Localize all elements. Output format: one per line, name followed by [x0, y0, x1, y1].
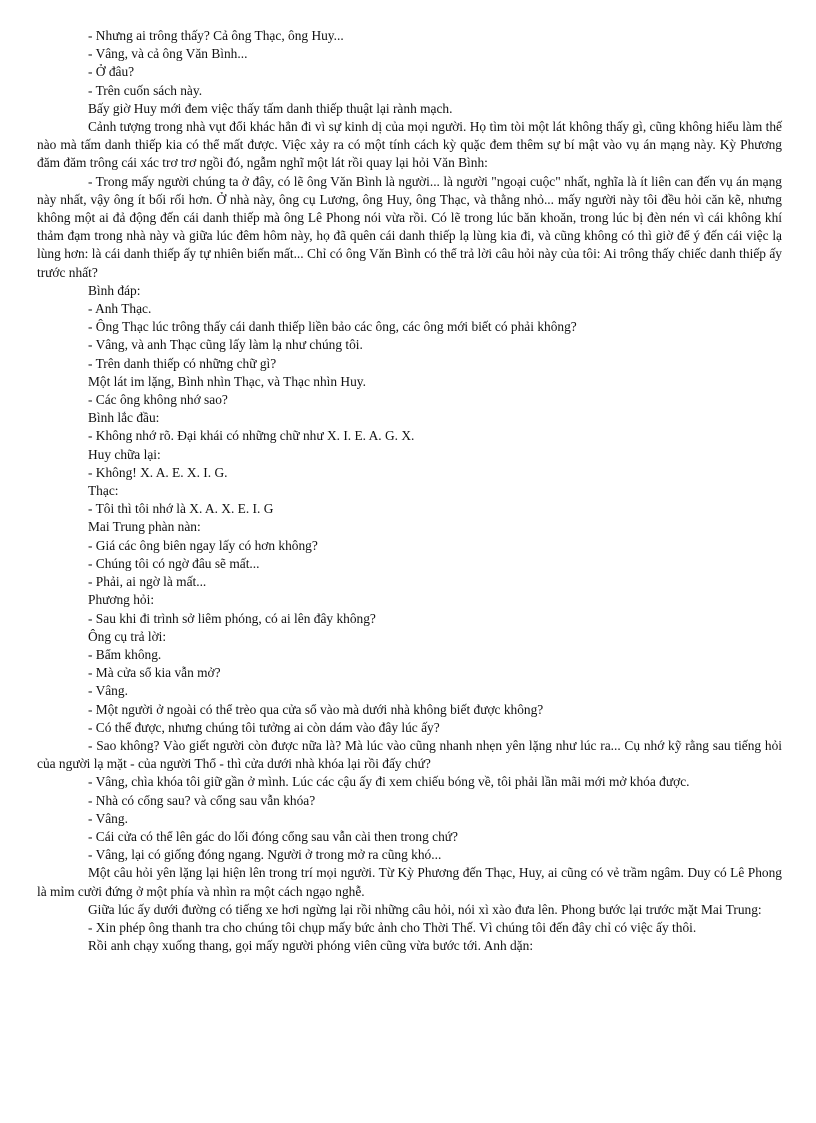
paragraph: - Các ông không nhớ sao?: [88, 392, 228, 408]
paragraph: Thạc:: [88, 483, 119, 499]
paragraph: - Vâng, lại có giống đóng ngang. Người ở trong mở ra cũng khó...: [88, 847, 442, 863]
paragraph: Phương hỏi:: [88, 592, 155, 608]
paragraph: - Có thể được, nhưng chúng tôi tưởng ai còn dám vào đây lúc ấy?: [88, 719, 440, 735]
paragraph: Mai Trung phàn nàn:: [88, 519, 201, 535]
paragraph: - Sao không? Vào giết người còn được nữa là? Mà lúc vào cũng nhanh nhẹn yên lặng như lúc ra... Cụ nhớ kỹ rằng sau tiếng hỏi của người lạ mặt - của người Thổ - thì cửa dưới nhà khóa lại rồi đấy chứ?: [37, 737, 782, 772]
paragraph: - Mà cửa sổ kia vẫn mở?: [88, 665, 221, 681]
paragraph: - Xin phép ông thanh tra cho chúng tôi chụp mấy bức ảnh cho Thời Thế. Vì chúng tôi đến đây chỉ có việc ấy thôi.: [88, 919, 697, 935]
paragraph: - Cái cửa có thể lên gác do lối đóng cổng sau vẫn cài then trong chứ?: [88, 828, 458, 844]
paragraph: - Giá các ông biên ngay lấy có hơn không?: [88, 537, 318, 553]
paragraph: Cảnh tượng trong nhà vụt đổi khác hẳn đi vì sự kinh dị của mọi người. Họ tìm tòi một lát không thấy gì, cũng không hiểu làm thế nào mà tấm danh thiếp kia có thể mất được. Việc xảy ra có một tính cách kỳ quặc đem thêm sự bí mật vào vụ án mạng này. Kỳ Phương đăm đăm trông cái xác trơ trơ ngồi đó, ngẫm nghĩ một lát rồi quay lại hỏi Văn Bình:: [37, 119, 782, 171]
paragraph: Bình lắc đầu:: [88, 410, 160, 426]
paragraph: - Ông Thạc lúc trông thấy cái danh thiếp liền bảo các ông, các ông mới biết có phải không?: [88, 319, 577, 335]
paragraph: - Nhưng ai trông thấy? Cả ông Thạc, ông Huy...: [88, 28, 344, 43]
paragraph: - Trên cuốn sách này.: [88, 82, 203, 98]
paragraph: - Trong mấy người chúng ta ở đây, có lẽ ông Văn Bình là người... là người "ngoại cuộc" nhất, nghĩa là ít liên can đến vụ án mạng này nhất, vậy ông ít bối rối hơn. Ở nhà này, ông cụ Lương, ông Huy, ông Thạc, và thằng nhỏ... mấy người này tôi đều hỏi căn kẽ, nhưng không một ai đả động đến cái danh thiếp mà ông Lê Phong nói vừa rồi. Có lẽ trong lúc băn khoăn, trong lúc bị đèn nén vì cái không khí thảm đạm trong nhà này và giữa lúc đêm hôm này, họ đã quên cái danh thiếp lạ lùng kia đi, và cũng không có thì giờ để ý đến cái việc lạ lùng hơn: là cái danh thiếp ấy tự nhiên biến mất... Chỉ có ông Văn Bình có thể trả lời câu hỏi này của tôi: Ai trông thấy chiếc danh thiếp ấy trước nhất?: [37, 173, 782, 280]
paragraph: - Sau khi đi trình sở liêm phóng, có ai lên đây không?: [88, 610, 376, 626]
paragraph: Bấy giờ Huy mới đem việc thấy tấm danh thiếp thuật lại rành mạch.: [88, 100, 453, 116]
paragraph: - Phải, ai ngờ là mất...: [88, 574, 207, 590]
paragraph: - Tôi thì tôi nhớ là X. A. X. E. I. G: [88, 501, 274, 517]
paragraph: - Nhà có cổng sau? và cổng sau vẫn khóa?: [88, 792, 316, 808]
paragraph: - Vâng, chìa khóa tôi giữ gần ở mình. Lúc các cậu ấy đi xem chiếu bóng về, tôi phải lần mãi mới mở khóa được.: [88, 774, 690, 790]
paragraph: Bình đáp:: [88, 282, 141, 298]
paragraph: Một lát im lặng, Bình nhìn Thạc, và Thạc nhìn Huy.: [88, 373, 366, 389]
paragraph: - Bẩm không.: [88, 646, 162, 662]
paragraph: - Anh Thạc.: [88, 301, 152, 317]
paragraph: - Trên danh thiếp có những chữ gì?: [88, 355, 277, 371]
paragraph: - Vâng, và cả ông Văn Bình...: [88, 46, 248, 62]
paragraph: Một câu hỏi yên lặng lại hiện lên trong trí mọi người. Từ Kỳ Phương đến Thạc, Huy, ai cũng có vẻ trầm ngâm. Duy có Lê Phong là mỉm cười đứng ở một phía và nhìn ra một cách ngạo nghễ.: [37, 865, 782, 899]
paragraph: - Vâng, và anh Thạc cũng lấy làm lạ như chúng tôi.: [88, 337, 363, 353]
paragraph: Huy chữa lại:: [88, 446, 161, 462]
document-page: [37, 27, 782, 955]
paragraph: Ông cụ trả lời:: [88, 628, 167, 644]
paragraph: - Ở đâu?: [88, 64, 135, 80]
paragraph: - Vâng.: [88, 810, 128, 826]
paragraph: - Vâng.: [88, 683, 128, 699]
paragraph: - Không nhớ rõ. Đại khái có những chữ như X. I. E. A. G. X.: [88, 428, 415, 444]
paragraph: - Một người ở ngoài có thể trèo qua cửa sổ vào mà dưới nhà không biết được không?: [88, 701, 544, 717]
paragraph: - Chúng tôi có ngờ đâu sẽ mất...: [88, 555, 260, 571]
paragraph: - Không! X. A. E. X. I. G.: [88, 464, 228, 480]
paragraph: Giữa lúc ấy dưới đường có tiếng xe hơi ngừng lại rồi những câu hỏi, nói xì xào đưa lên. Phong bước lại trước mặt Mai Trung:: [88, 901, 762, 917]
paragraph: Rồi anh chạy xuống thang, gọi mấy người phóng viên cũng vừa bước tới. Anh dặn:: [88, 938, 534, 954]
